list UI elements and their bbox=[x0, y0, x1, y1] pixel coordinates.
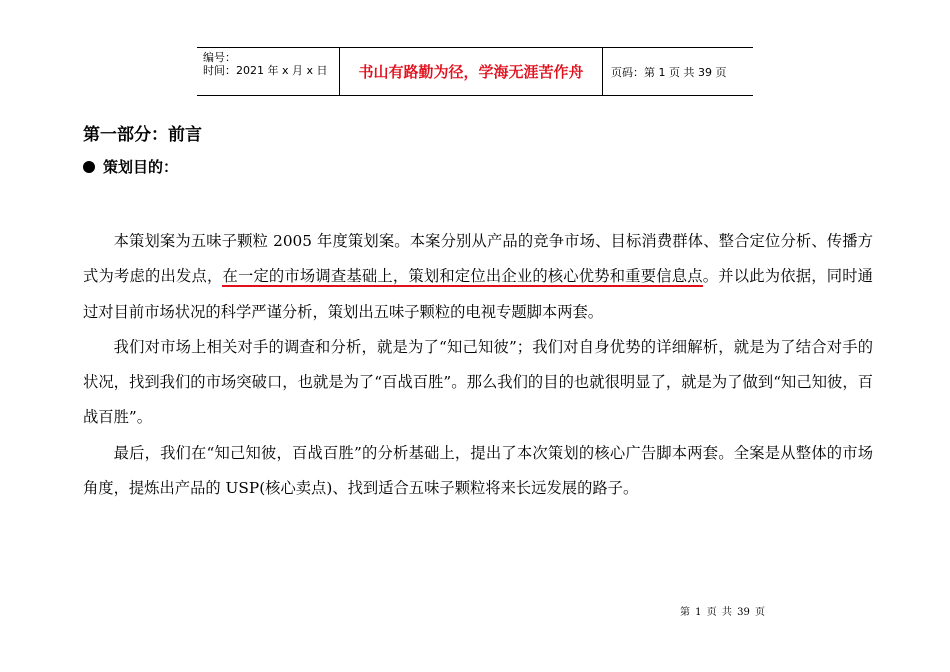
paragraph-2: 我们对市场上相关对手的调查和分析，就是为了“知己知彼”；我们对自身优势的详细解析，就是为了结合对手的状况，找到我们的市场突破口，也就是为了“百战百胜”。那么我们的目的也就很明显了，就是为了做到“知己知彼，百战百胜”。 bbox=[83, 337, 873, 427]
number-label: 编号： bbox=[203, 51, 236, 64]
p1-post: 。并以此为依据，同时通过对目前市场状况的科学严谨分析，策划出五味子颗粒的电视专题脚本两套。 bbox=[83, 267, 873, 321]
bullet-icon bbox=[83, 161, 95, 173]
subsection-title: 策划目的： bbox=[103, 158, 179, 176]
section-title: 第一部分：前言 bbox=[83, 125, 202, 145]
body-text bbox=[83, 224, 873, 506]
header-left-cell bbox=[197, 48, 340, 95]
subsection-heading bbox=[83, 156, 178, 177]
page-footer: 第 1 页 共 39 页 bbox=[680, 607, 765, 618]
header-page-info: 页码：第 1 页 共 39 页 bbox=[611, 65, 727, 79]
p1-underlined-text: 在一定的市场调查基础上，策划和定位出企业的核心优势和重要信息点 bbox=[222, 267, 703, 286]
paragraph-3: 最后，我们在“知己知彼，百战百胜”的分析基础上，提出了本次策划的核心广告脚本两套。全案是从整体的市场角度，提炼出产品的 USP(核心卖点)、找到适合五味子颗粒将来长远发展的路子。 bbox=[83, 443, 873, 498]
header-table bbox=[197, 47, 753, 96]
time-label: 时间：2021 年 x 月 x 日 bbox=[203, 64, 328, 77]
p1-pre: 本策划案为五味子颗粒 2005 年度策划案。本案分别从产品的竞争市场、目标消费群体、整合定位分析、传播方式为考虑的出发点， bbox=[83, 232, 873, 286]
paragraph-1 bbox=[83, 224, 873, 330]
header-motto: 书山有路勤为径，学海无涯苦作舟 bbox=[340, 48, 603, 95]
